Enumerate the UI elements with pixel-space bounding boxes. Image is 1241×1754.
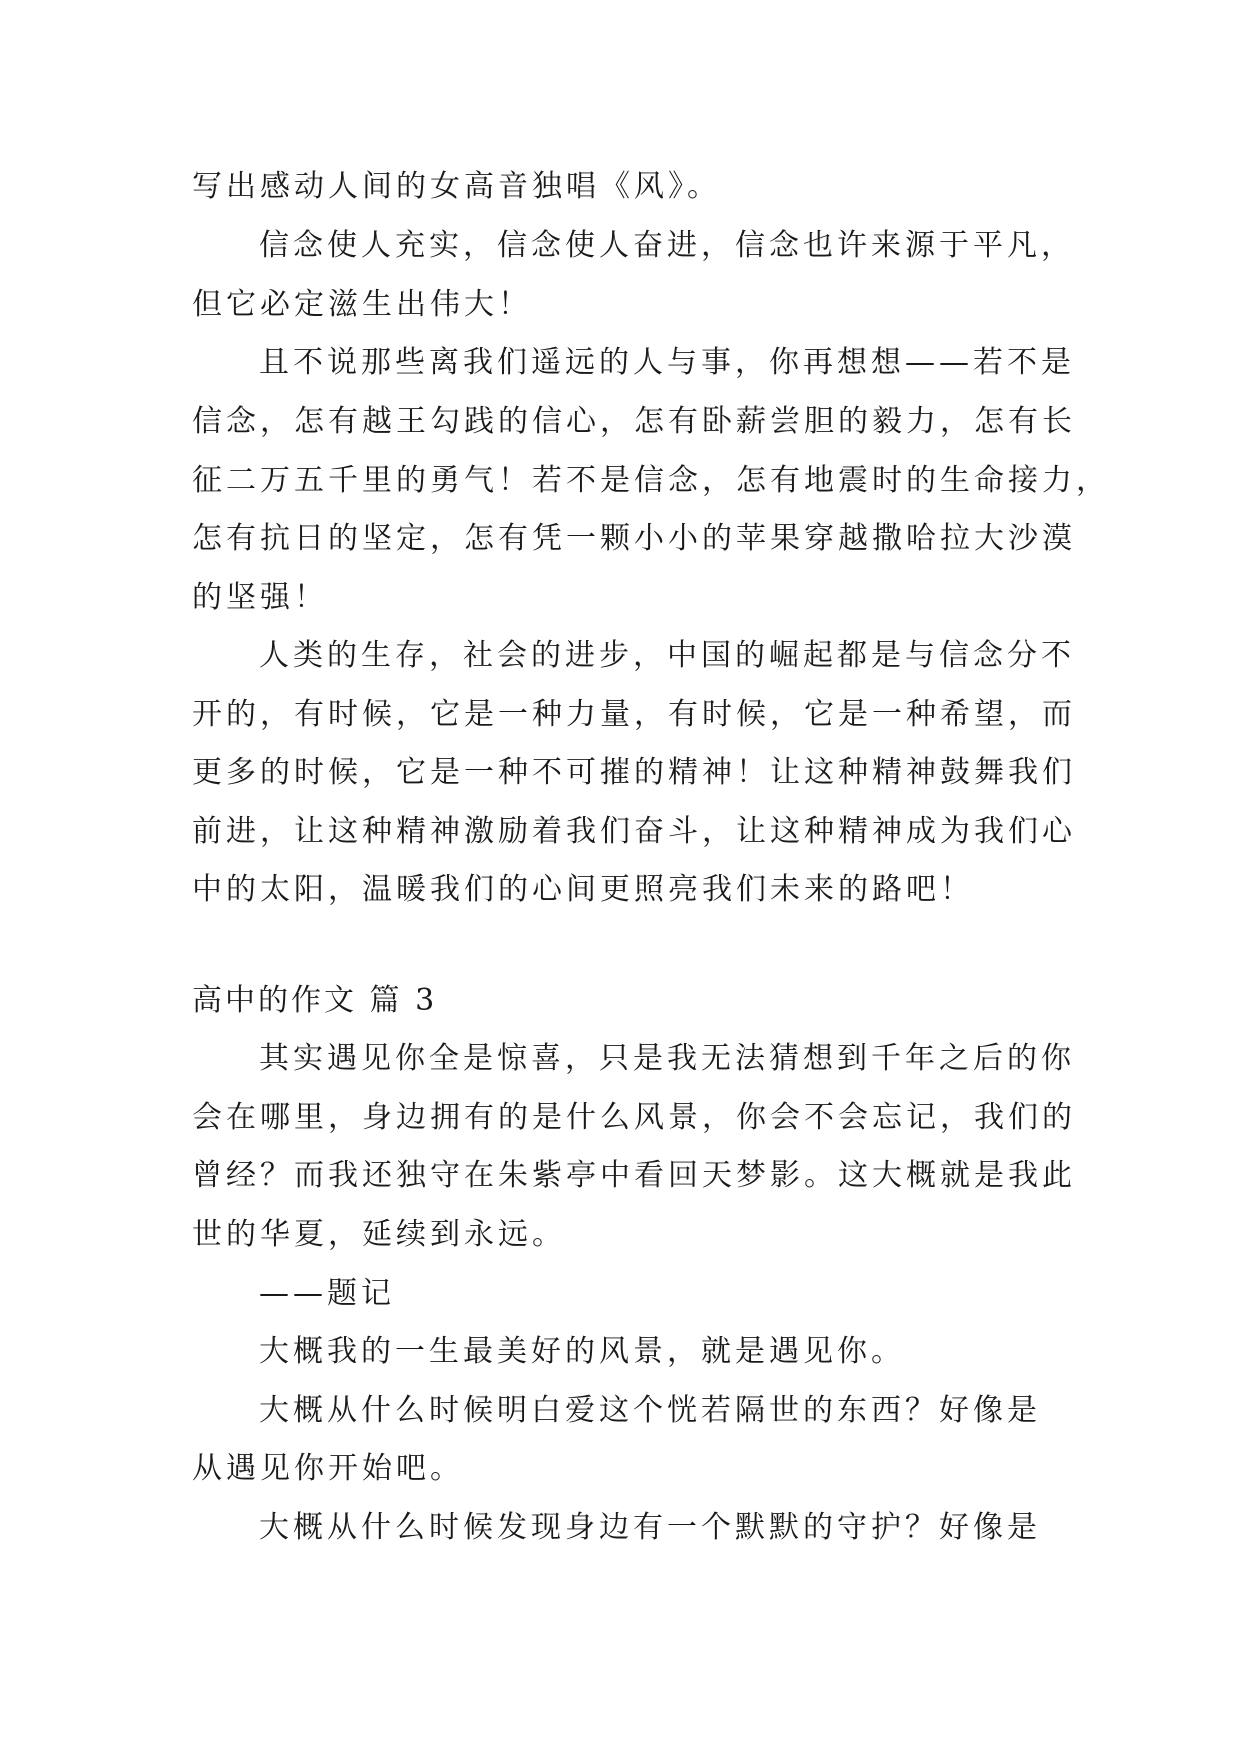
text-line: 征二万五千里的勇气！若不是信念，怎有地震时的生命接力， <box>192 463 1110 498</box>
text-line: 前进，让这种精神激励着我们奋斗，让这种精神成为我们心 <box>192 814 1076 849</box>
text-line: 曾经？而我还独守在朱紫亭中看回天梦影。这大概就是我此 <box>192 1158 1076 1193</box>
paragraph-first-line: 且不说那些离我们遥远的人与事，你再想想——若不是 <box>259 345 1075 380</box>
text-line: 开的，有时候，它是一种力量，有时候，它是一种希望，而 <box>192 697 1076 732</box>
section-heading: 高中的作文 篇 3 <box>192 983 438 1018</box>
text-line: 中的太阳，温暖我们的心间更照亮我们未来的路吧！ <box>192 872 974 907</box>
paragraph-first-line: 大概从什么时候明白爱这个恍若隔世的东西？好像是 <box>259 1393 1041 1428</box>
text-line: 从遇见你开始吧。 <box>192 1451 464 1486</box>
text-line: 写出感动人间的女高音独唱《风》。 <box>192 169 721 204</box>
paragraph-first-line: 大概从什么时候发现身边有一个默默的守护？好像是 <box>259 1510 1041 1545</box>
paragraph-first-line: 其实遇见你全是惊喜，只是我无法猜想到千年之后的你 <box>259 1041 1075 1076</box>
paragraph-first-line: 人类的生存，社会的进步，中国的崛起都是与信念分不 <box>259 638 1075 673</box>
text-line: 怎有抗日的坚定，怎有凭一颗小小的苹果穿越撒哈拉大沙漠 <box>192 521 1076 556</box>
text-line: 但它必定滋生出伟大！ <box>192 287 532 322</box>
paragraph-first-line: 信念使人充实，信念使人奋进，信念也许来源于平凡， <box>259 228 1075 263</box>
epigraph-attribution: ——题记 <box>259 1276 395 1311</box>
paragraph-first-line: 大概我的一生最美好的风景，就是遇见你。 <box>259 1334 905 1369</box>
text-line: 信念，怎有越王勾践的信心，怎有卧薪尝胆的毅力，怎有长 <box>192 404 1076 439</box>
text-line: 的坚强！ <box>192 580 328 615</box>
text-line: 世的华夏，延续到永远。 <box>192 1217 566 1252</box>
text-line: 会在哪里，身边拥有的是什么风景，你会不会忘记，我们的 <box>192 1100 1076 1135</box>
text-line: 更多的时候，它是一种不可摧的精神！让这种精神鼓舞我们 <box>192 755 1076 790</box>
